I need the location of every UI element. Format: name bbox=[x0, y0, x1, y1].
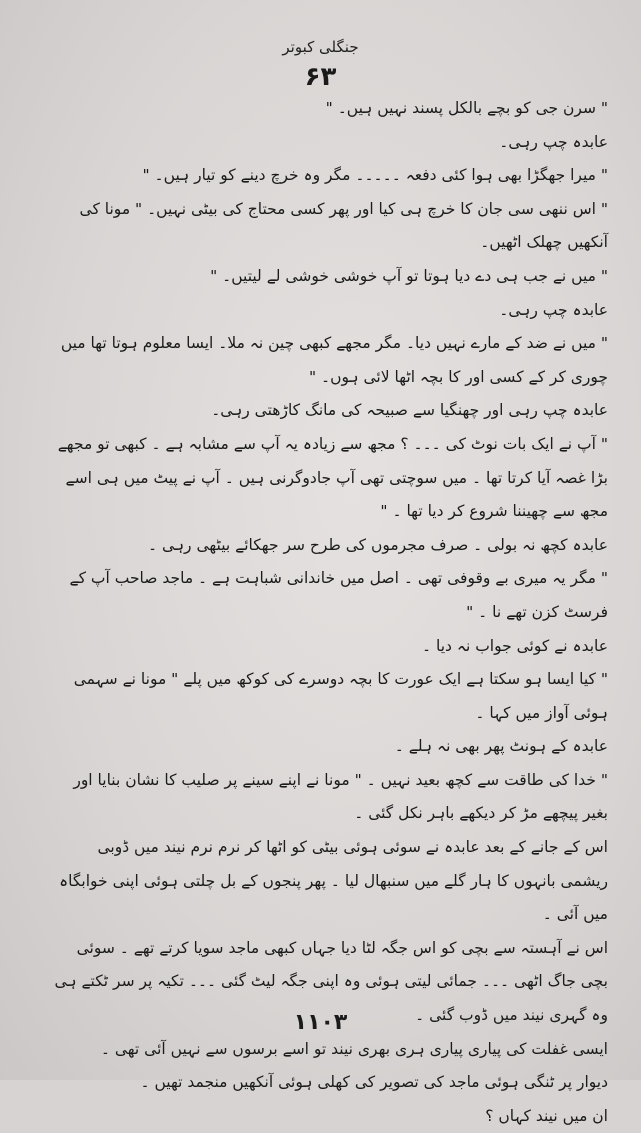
paragraph: دیوار پر ٹنگی ہوئی ماجد کی تصویر کی کھلی ہوئی آنکھیں منجمد تھیں ۔ bbox=[140, 1073, 608, 1092]
paragraph: " سرن جی کو بچے بالکل پسند نہیں ہیں۔ " bbox=[325, 99, 608, 117]
paragraph: " مگر یہ میری بے وقوفی تھی ۔ اصل میں خاندانی شباہت ہے ۔ ماجد صاحب آپ کے فرسٹ کزن تھے نا ۔ " bbox=[69, 569, 608, 621]
paragraph: " آپ نے ایک بات نوٹ کی ۔۔۔ ؟ مجھ سے زیادہ یہ آپ سے مشابہ ہے ۔ کبھی تو مجھے بڑا غصہ آیا کرتا تھا ۔ میں سوچتی تھی آپ جادوگرنی ہیں ۔ آپ نے پیٹ میں ہی اسے مجھ سے چھیننا شروع کر دیا تھا ۔ " bbox=[57, 434, 608, 521]
paragraph: ایسی غفلت کی پیاری پیاری ہری بھری نیند تو اسے برسوں سے نہیں آئی تھی ۔ bbox=[100, 1039, 608, 1058]
paragraph: اس کے جانے کے بعد عابدہ نے سوئی ہوئی بیٹی کو اٹھا کر نرم نرم نیند میں ڈوبی ریشمی بانہوں کا ہار گلے میں سنبھال لیا ۔ پھر پنجوں کے بل چلتی ہوئی اپنی خوابگاہ میں آئی ۔ bbox=[59, 838, 608, 924]
paragraph: عابدہ کچھ نہ بولی ۔ صرف مجرموں کی طرح سر جھکائے بیٹھی رہی ۔ bbox=[148, 535, 608, 554]
paragraph: " میں نے ضد کے مارے نہیں دیا۔ مگر مجھے کبھی چین نہ ملا۔ ایسا معلوم ہوتا تھا میں چوری کر کے کسی اور کا بچہ اٹھا لائی ہوں۔ " bbox=[60, 334, 608, 386]
paragraph: " خدا کی طاقت سے کچھ بعید نہیں ۔ " مونا نے اپنے سینے پر صلیب کا نشان بنایا اور بغیر پیچھے مڑ کر دیکھے باہر نکل گئی ۔ bbox=[73, 770, 608, 823]
running-header-title: جنگلی کبوتر bbox=[282, 38, 359, 56]
page-number: ۶۳ bbox=[304, 62, 337, 92]
issue-page-number: ۱۱۰۳ bbox=[293, 1010, 348, 1035]
paragraph: عابدہ نے کوئی جواب نہ دیا ۔ bbox=[422, 636, 608, 655]
paragraph: عابدہ چپ رہی۔ bbox=[499, 132, 608, 151]
paragraph: عابدہ چپ رہی اور چھنگیا سے صبیحہ کی مانگ کاڑھتی رہی۔ bbox=[211, 401, 608, 420]
paragraph: " میں نے جب ہی دے دیا ہوتا تو آپ خوشی خوشی لے لیتیں۔ " bbox=[210, 266, 608, 285]
paragraph: " کیا ایسا ہو سکتا ہے ایک عورت کا بچہ دوسرے کی کوکھ میں پلے " مونا نے سہمی ہوئی آواز میں کہا ۔ bbox=[73, 670, 608, 722]
paragraph: عابدہ چپ رہی۔ bbox=[499, 300, 608, 319]
paragraph: اس نے آہستہ سے بچی کو اس جگہ لٹا دیا جہاں کبھی ماجد سویا کرتے تھے ۔ سوئی بچی جاگ اٹھی ۔۔۔ جمائی لیتی ہوئی وہ اپنی جگہ لیٹ گئی ۔۔۔ تکیہ پر سر ٹکتے ہی وہ گہری نیند میں ڈوب گئی ۔ bbox=[54, 938, 608, 1025]
paragraph: ان میں نیند کہاں ؟ bbox=[485, 1106, 608, 1125]
paragraph: " اس ننھی سی جان کا خرچ ہی کیا اور پھر کسی محتاج کی بیٹی نہیں۔ " مونا کی آنکھیں چھلک اٹھیں۔ bbox=[79, 199, 608, 252]
story-text bbox=[48, 92, 608, 1133]
paragraph: " میرا جھگڑا بھی ہوا کئی دفعہ ۔۔۔۔۔ مگر وہ خرچ دینے کو تیار ہیں۔ " bbox=[142, 166, 608, 185]
paragraph: عابدہ کے ہونٹ پھر بھی نہ ہلے ۔ bbox=[394, 737, 608, 756]
